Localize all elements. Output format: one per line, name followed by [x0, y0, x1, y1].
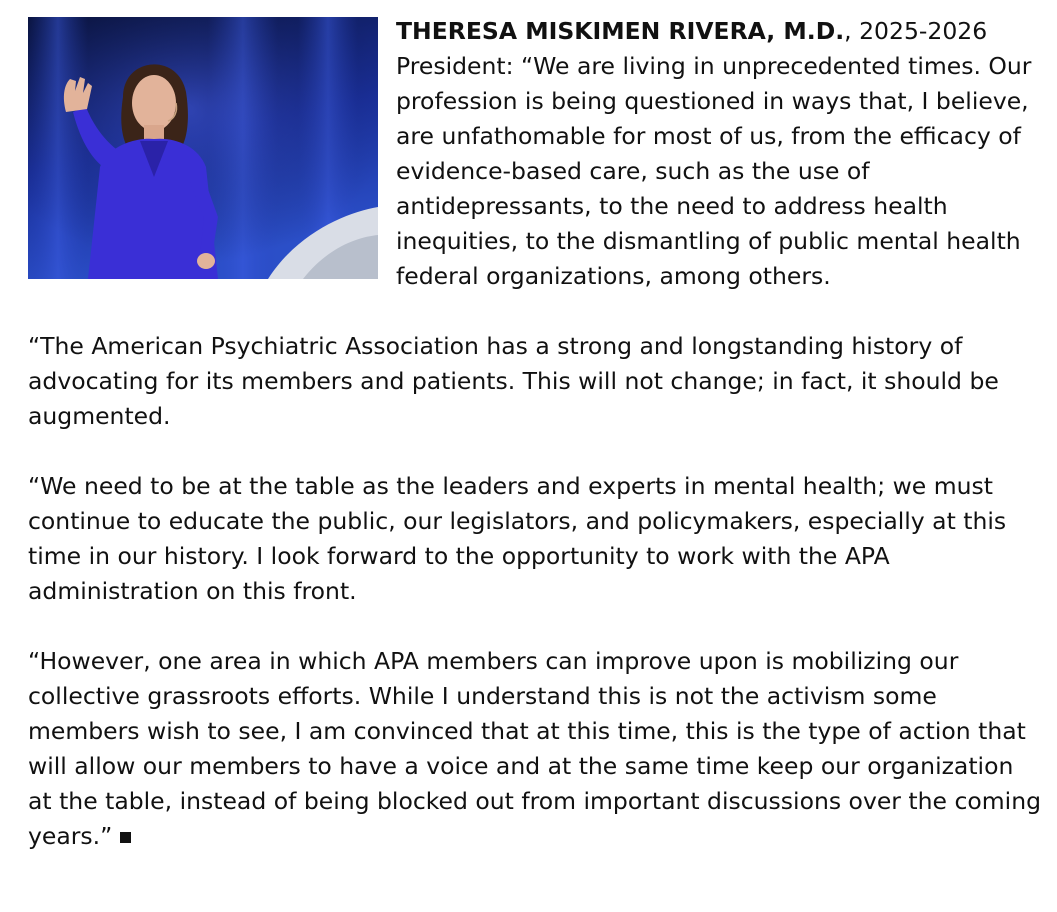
- quote-paragraph: [28, 469, 1043, 609]
- paragraph-text: “The American Psychiatric Association has a strong and longstanding history of advocating for its members and patients. This will not change; in fact, it should be augmented.: [28, 332, 999, 430]
- end-of-article-square-icon: [120, 832, 131, 843]
- speaker-name: THERESA MISKIMEN RIVERA, M.D.: [396, 17, 845, 45]
- paragraph-text: “We need to be at the table as the leaders and experts in mental health; we must continue to educate the public, our legislators, and policymakers, especially at this time in our history. I look forward to the opportunity to work with the APA administration on this front.: [28, 472, 1007, 605]
- paragraph-text: , 2025-2026 President: “We are living in unprecedented times. Our profession is being questioned in ways that, I believe, are unfathomable for most of us, from the efficacy of evidence-based care, such as the use of antidepressants, to the need to address health inequities, to the dismantling of public mental health federal organizations, among others.: [396, 17, 1032, 290]
- speaker-photo: [28, 17, 378, 279]
- article-body: [28, 14, 1043, 854]
- quote-paragraph: [28, 329, 1043, 434]
- paragraph-text: “However, one area in which APA members can improve upon is mobilizing our collective grassroots efforts. While I understand this is not the activism some members wish to see, I am convinced that at this time, this is the type of action that will allow our members to have a voice and at the same time keep our organization at the table, instead of being blocked out from important discussions over the coming years.”: [28, 647, 1042, 850]
- quote-paragraph: [28, 644, 1043, 854]
